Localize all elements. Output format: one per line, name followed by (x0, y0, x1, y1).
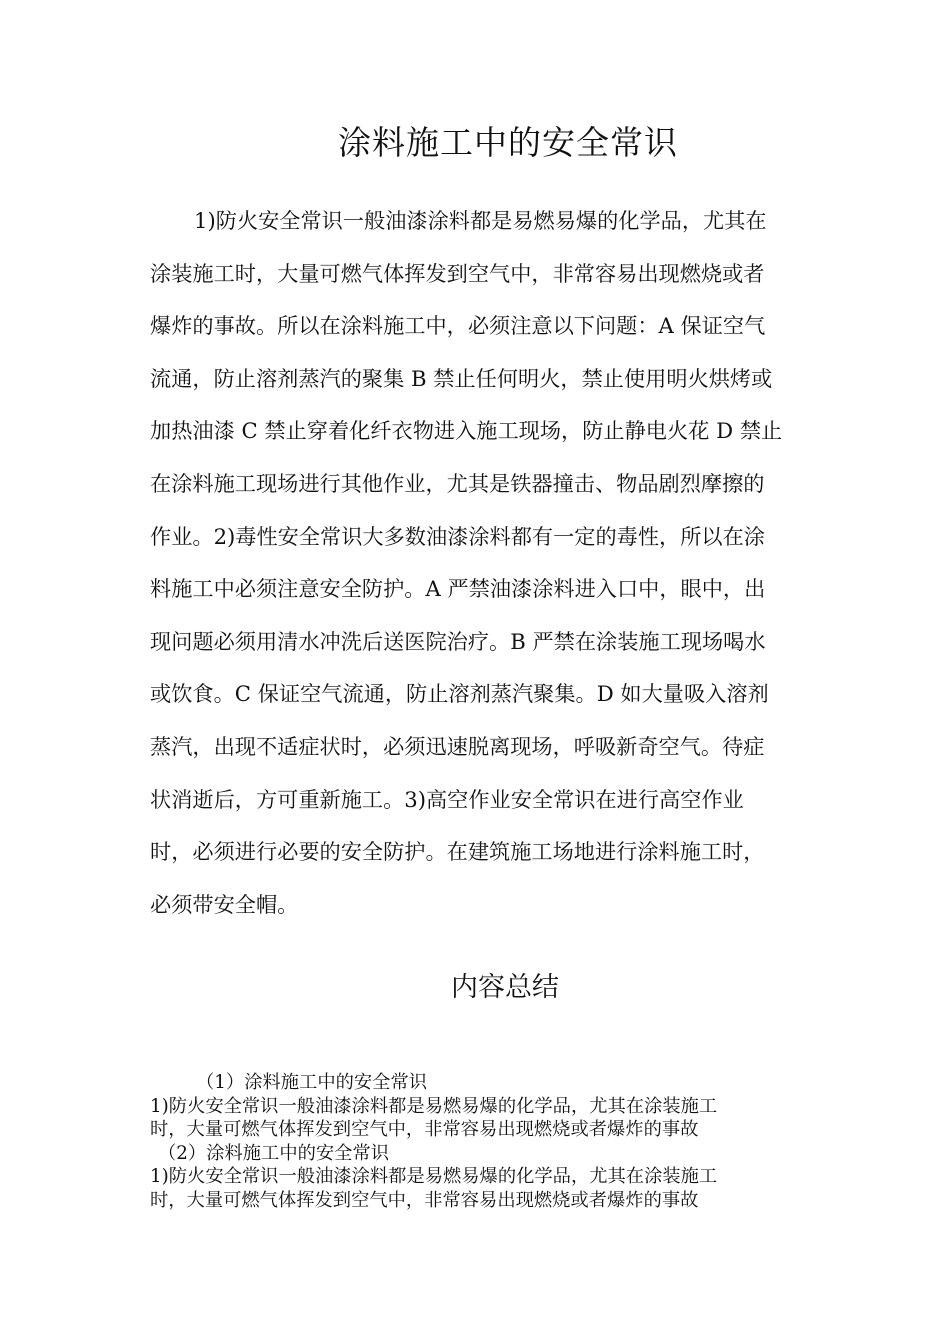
document-title: 涂料施工中的安全常识 (338, 123, 678, 162)
body-line: 1)防火安全常识一般油漆涂料都是易燃易爆的化学品，尤其在 (194, 208, 767, 233)
body-line: 料施工中必须注意安全防护。A 严禁油漆涂料进入口中，眼中，出 (150, 576, 766, 602)
summary-line: 时，大量可燃气体挥发到空气中，非常容易出现燃烧或者爆炸的事故 (150, 1189, 699, 1211)
body-line: 爆炸的事故。所以在涂料施工中，必须注意以下问题：A 保证空气 (150, 313, 766, 339)
summary-heading: 内容总结 (451, 972, 559, 1003)
body-line: 现问题必须用清水冲洗后送医院治疗。B 严禁在涂装施工现场喝水 (150, 628, 766, 654)
body-line: 状消逝后，方可重新施工。3)高空作业安全常识在进行高空作业 (150, 786, 744, 812)
body-line: 涂装施工时，大量可燃气体挥发到空气中，非常容易出现燃烧或者 (150, 260, 765, 286)
body-line: 加热油漆 C 禁止穿着化纤衣物进入施工现场，防止静电火花 D 禁止 (150, 418, 783, 444)
summary-item-heading: （1）涂料施工中的安全常识 (196, 1072, 428, 1093)
summary-line: 1)防火安全常识一般油漆涂料都是易燃易爆的化学品，尤其在涂装施工 (150, 1095, 718, 1117)
body-paragraph (150, 195, 810, 931)
body-line: 蒸汽，出现不适症状时，必须迅速脱离现场，呼吸新奇空气。待症 (150, 733, 765, 759)
body-line: 在涂料施工现场进行其他作业，尤其是铁器撞击、物品剧烈摩擦的 (150, 470, 765, 496)
body-line: 时，必须进行必要的安全防护。在建筑施工场地进行涂料施工时， (150, 839, 765, 865)
summary-section (150, 1071, 810, 1212)
body-line: 流通，防止溶剂蒸汽的聚集 B 禁止任何明火，禁止使用明火烘烤或 (150, 365, 773, 391)
summary-item-heading: （2）涂料施工中的安全常识 (158, 1142, 390, 1164)
summary-line: 1)防火安全常识一般油漆涂料都是易燃易爆的化学品，尤其在涂装施工 (150, 1166, 718, 1187)
body-line: 作业。2)毒性安全常识大多数油漆涂料都有一定的毒性，所以在涂 (150, 523, 765, 549)
body-line: 必须带安全帽。 (150, 891, 299, 917)
summary-line: 时，大量可燃气体挥发到空气中，非常容易出现燃烧或者爆炸的事故 (150, 1119, 699, 1140)
body-line: 或饮食。C 保证空气流通，防止溶剂蒸汽聚集。D 如大量吸入溶剂 (150, 681, 769, 707)
